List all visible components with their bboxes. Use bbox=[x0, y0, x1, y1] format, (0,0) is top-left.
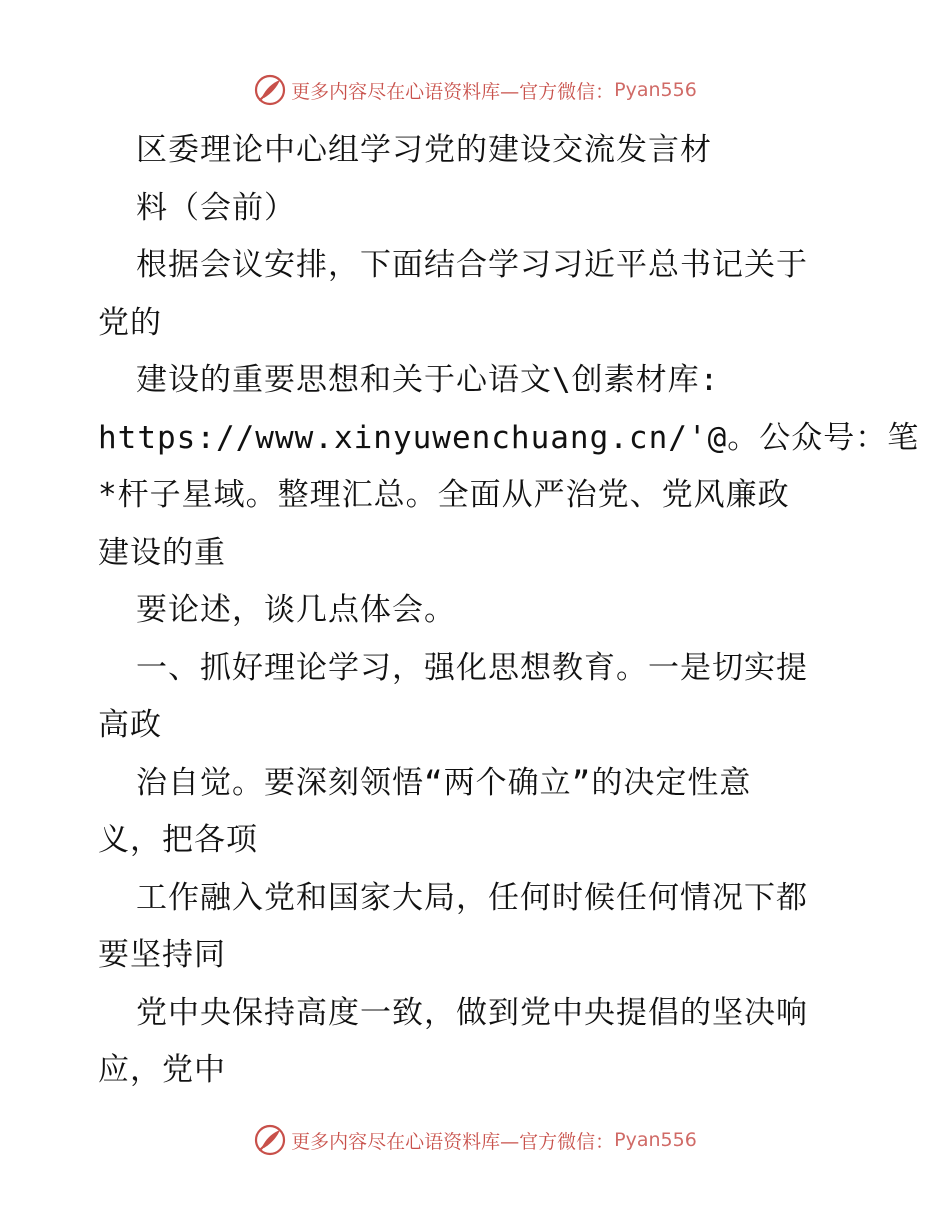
footer-banner-wechat-id: Pyan556 bbox=[614, 1129, 697, 1151]
header-banner-text: 更多内容尽在心语资料库—官方微信： bbox=[291, 80, 615, 103]
quill-pen-logo-icon bbox=[253, 1123, 287, 1157]
doc-line-11: 高政 bbox=[98, 707, 162, 743]
doc-line-5: 建设的重要思想和关于心语文\创素材库: bbox=[136, 362, 720, 398]
footer-banner-text: 更多内容尽在心语资料库—官方微信： bbox=[291, 1130, 615, 1153]
header-banner bbox=[0, 72, 950, 108]
doc-line-16: 党中央保持高度一致，做到党中央提倡的坚决响 bbox=[136, 994, 808, 1031]
quill-pen-logo-icon bbox=[253, 73, 287, 107]
doc-line-2: 料（会前） bbox=[136, 189, 296, 226]
doc-line-17: 应，党中 bbox=[98, 1052, 226, 1088]
header-banner-wechat-id: Pyan556 bbox=[614, 79, 697, 101]
doc-line-4: 党的 bbox=[98, 304, 162, 341]
doc-line-9: 要论述，谈几点体会。 bbox=[136, 592, 456, 628]
document-body bbox=[98, 122, 920, 1100]
doc-line-15: 要坚持同 bbox=[98, 937, 226, 973]
doc-line-13: 义，把各项 bbox=[98, 822, 258, 858]
doc-line-14: 工作融入党和国家大局，任何时候任何情况下都 bbox=[136, 879, 808, 916]
doc-line-8: 建设的重 bbox=[98, 534, 226, 571]
doc-line-12: 治自觉。要深刻领悟“两个确立”的决定性意 bbox=[136, 764, 752, 801]
doc-line-10: 一、抓好理论学习，强化思想教育。一是切实提 bbox=[136, 649, 808, 686]
doc-line-3: 根据会议安排，下面结合学习习近平总书记关于 bbox=[136, 247, 808, 283]
doc-line-1: 区委理论中心组学习党的建设交流发言材 bbox=[136, 132, 712, 168]
doc-line-7: *杆子星域。整理汇总。全面从严治党、党风廉政 bbox=[98, 477, 790, 513]
footer-banner bbox=[0, 1122, 950, 1158]
doc-line-6: https://www.xinyuwenchuang.cn/'@。公众号：笔 bbox=[98, 419, 920, 456]
